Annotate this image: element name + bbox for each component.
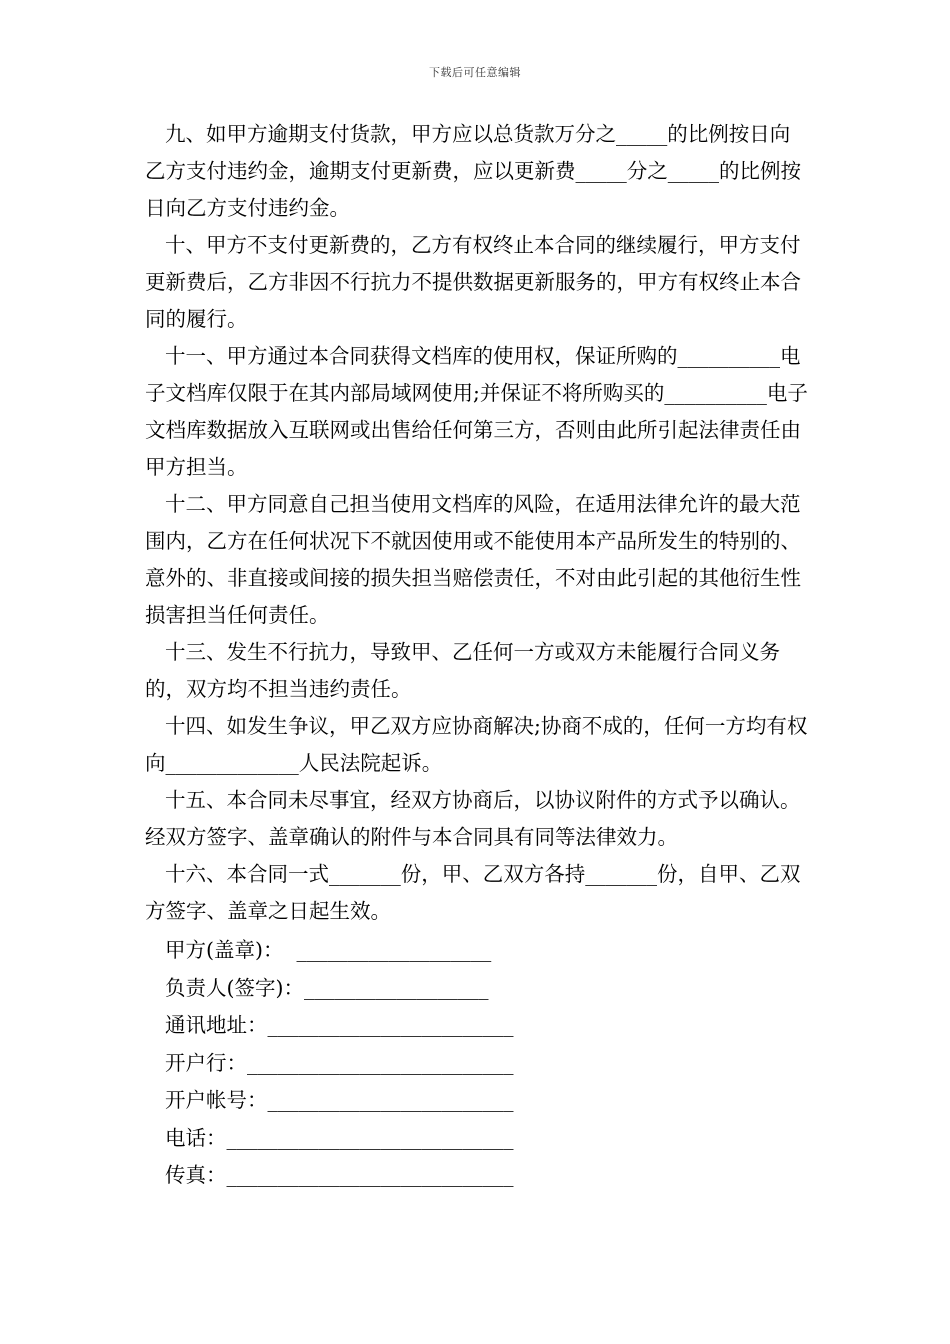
contract-body bbox=[145, 116, 810, 930]
clause-16: 十六、本合同一式_______份，甲、乙双方各持_______份，自甲、乙双方签字、盖章之日起生效。 bbox=[145, 862, 801, 923]
fax-line: 传真：____________________________ bbox=[165, 1163, 514, 1187]
clause-9: 九、如甲方逾期支付货款，甲方应以总货款万分之_____的比例按日向乙方支付违约金，逾期支付更新费，应以更新费_____分之_____的比例按日向乙方支付违约金。 bbox=[145, 122, 801, 220]
address-line: 通讯地址：________________________ bbox=[165, 1013, 514, 1037]
clause-15: 十五、本合同未尽事宜，经双方协商后，以协议附件的方式予以确认。经双方签字、盖章确认的附件与本合同具有同等法律效力。 bbox=[145, 788, 801, 849]
phone-line: 电话：____________________________ bbox=[165, 1125, 514, 1150]
clause-12: 十二、甲方同意自己担当使用文档库的风险，在适用法律允许的最大范围内，乙方在任何状况下不就因使用或不能使用本产品所发生的特别的、意外的、非直接或间接的损失担当赔偿责任，不对由此引起的其他衍生性损害担当任何责任。 bbox=[145, 492, 801, 627]
clause-10: 十、甲方不支付更新费的，乙方有权终止本合同的继续履行，甲方支付更新费后，乙方非因不行抗力不提供数据更新服务的，甲方有权终止本合同的履行。 bbox=[145, 233, 801, 331]
clause-13: 十三、发生不行抗力，导致甲、乙任何一方或双方未能履行合同义务的，双方均不担当违约责任。 bbox=[145, 640, 780, 701]
clause-14: 十四、如发生争议，甲乙双方应协商解决;协商不成的，任何一方均有权向_____________人民法院起诉。 bbox=[145, 714, 808, 775]
account-line: 开户帐号：________________________ bbox=[165, 1088, 514, 1112]
signature-block bbox=[165, 932, 765, 1195]
page-header: 下载后可任意编辑 bbox=[429, 66, 521, 79]
responsible-signature-line: 负责人(签字)：__________________ bbox=[165, 975, 489, 1000]
clause-11: 十一、甲方通过本合同获得文档库的使用权，保证所购的__________电子文档库仅限于在其内部局域网使用;并保证不将所购买的__________电子文档库数据放入互联网或出售给任何第三方，否则由此所引起法律责任由甲方担当。 bbox=[145, 344, 808, 479]
party-a-seal-line: 甲方(盖章)： ___________________ bbox=[165, 938, 492, 962]
bank-line: 开户行：__________________________ bbox=[165, 1050, 514, 1075]
